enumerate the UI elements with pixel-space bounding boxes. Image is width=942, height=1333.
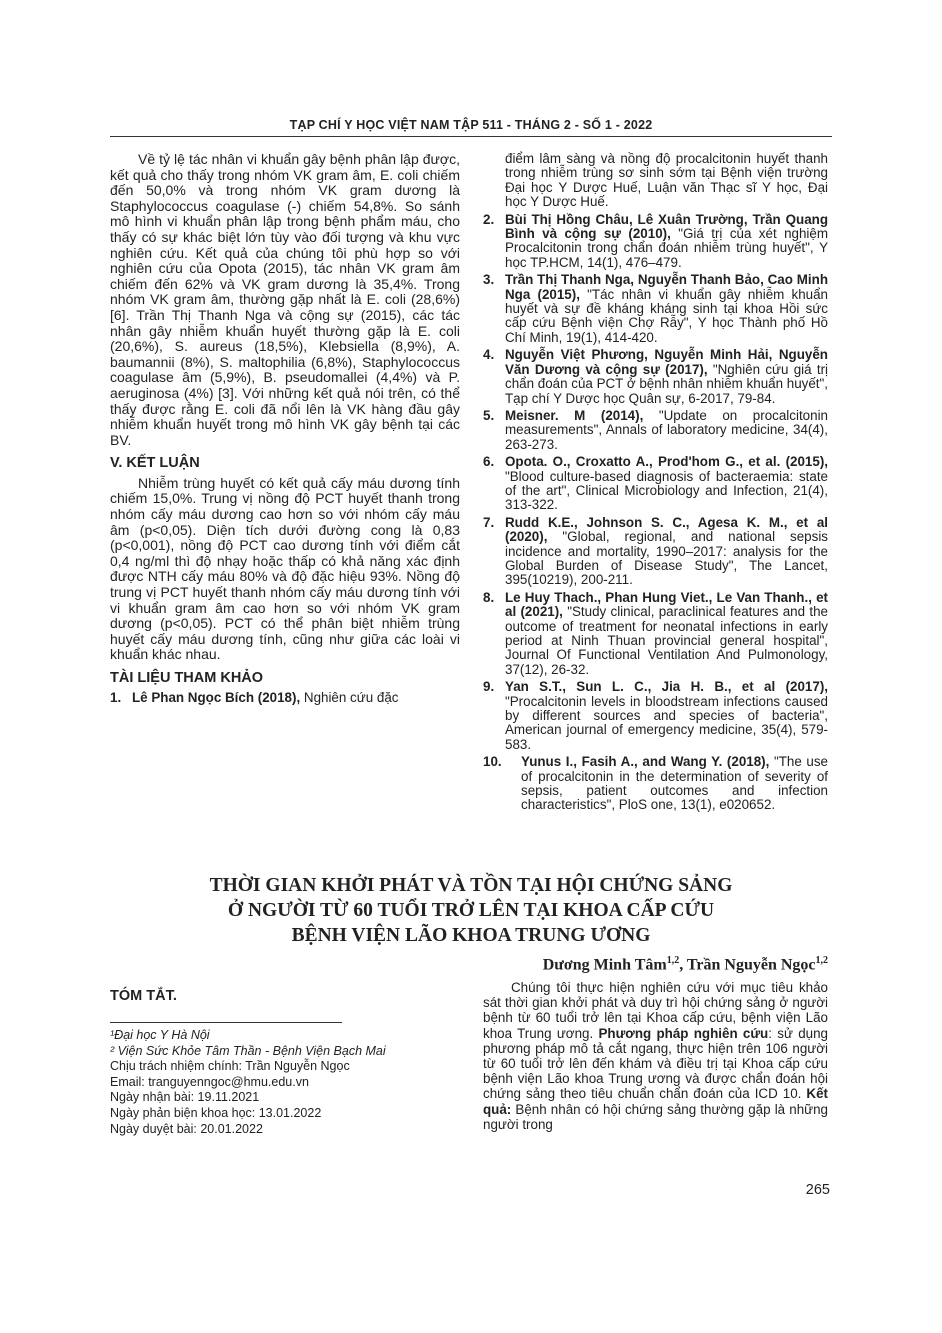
heading-references: TÀI LIỆU THAM KHẢO: [110, 670, 264, 686]
reference-item: [483, 680, 828, 752]
author-line: [483, 955, 828, 974]
email: Email: tranguyenngoc@hmu.edu.vn: [110, 1074, 309, 1089]
affiliation-1: ¹Đại học Y Hà Nội: [110, 1028, 210, 1042]
footnote-rule: [110, 1022, 342, 1023]
reference-item: [483, 591, 828, 677]
reference-text: "Nghiên cứu giá trị chẩn đoán của PCT ở bệnh nhân nhiễm khuẩn huyết", Tạp chí Y Dược học Quân sự, 6-2017, 79-84.: [505, 361, 829, 406]
reference-text: "Giá trị của xét nghiệm Procalcitonin trong chẩn đoán nhiễm trùng huyết", Y học TP.HCM, 14(1), 476–479.: [505, 226, 828, 270]
reference-continuation: [483, 152, 828, 210]
date-received: Ngày nhận bài: 19.11.2021: [110, 1090, 260, 1105]
footnotes: [110, 1028, 450, 1137]
journal-header: TẠP CHÍ Y HỌC VIỆT NAM TẬP 511 - THÁNG 2 - SỐ 1 - 2022: [289, 118, 653, 132]
reference-number: 5.: [483, 407, 495, 423]
reference-text: "Global, regional, and national sepsis incidence and mortality, 1990–2017: analysis for the Global Burden of Disease Study", The Lancet, 395(10219), 200-211.: [505, 529, 828, 588]
reference-number: 10.: [483, 754, 502, 770]
date-reviewed: Ngày phản biện khoa học: 13.01.2022: [110, 1105, 322, 1120]
reference-number: 6.: [483, 454, 495, 470]
reference-text: "The use of procalcitonin in the determination of severity of sepsis, patient outcomes and infection characteristics", PloS one, 13(1), e020652.: [521, 754, 829, 813]
reference-author: Rudd K.E., Johnson S. C., Agesa K. M., et al (2020),: [505, 514, 828, 545]
reference-list: [483, 213, 828, 813]
title-line: BỆNH VIỆN LÃO KHOA TRUNG ƯƠNG: [291, 925, 651, 946]
reference-author: Yunus I., Fasih A., and Wang Y. (2018),: [521, 754, 770, 770]
reference-item: [483, 755, 828, 813]
reference-text: "Tác nhân vi khuẩn gây nhiễm khuẩn huyết và sự đề kháng kháng sinh tại khoa Hồi sức cấp cứu Bệnh viện Chợ Rẫy", Y học Thành phố Hồ Chí Minh, 19(1), 414-420.: [505, 286, 828, 345]
reference-text: "Blood culture-based diagnosis of bacteraemia: state of the art", Clinical Microbiology and Infection, 21(4), 313-322.: [505, 468, 828, 513]
author-name: Dương Minh Tâm: [542, 956, 667, 974]
reference-item: [483, 409, 828, 452]
reference-text: "Procalcitonin levels in bloodstream infections caused by different sources and species of bacteria", American journal of emergency medicine, 35(4), 579-583.: [505, 693, 828, 752]
author-name: Trần Nguyễn Ngọc: [686, 956, 816, 974]
summary-heading: TÓM TẮT.: [110, 988, 177, 1004]
reference-author: Bùi Thị Hồng Châu, Lê Xuân Trường, Trần Quang Bình và cộng sự (2010),: [505, 211, 828, 242]
reference-text: Nghiên cứu đặc: [300, 689, 399, 705]
reference-number: 1.: [110, 689, 122, 705]
reference-number: 7.: [483, 514, 495, 530]
reference-item: [483, 273, 828, 345]
reference-number: 9.: [483, 679, 495, 695]
reference-item: [110, 691, 460, 705]
reference-number: 3.: [483, 272, 495, 288]
title-line: THỜI GIAN KHỞI PHÁT VÀ TỒN TẠI HỘI CHỨNG SẢNG: [209, 875, 733, 896]
author-separator: ,: [679, 956, 687, 974]
reference-number: 4.: [483, 347, 495, 363]
reference-item: [483, 455, 828, 513]
reference-item: [483, 213, 828, 271]
reference-text: "Update on procalcitonin measurements", Annals of laboratory medicine, 34(4), 263-273.: [505, 407, 828, 452]
reference-text: điểm lâm sàng và nồng độ procalcitonin huyết thanh trong nhiễm trùng sơ sinh sớm tại Bệnh viện trường Đại học Y Dược Huế, Luận văn Thạc sĩ Y học, Đại học Y Dược Huế.: [505, 151, 828, 210]
paragraph-conclusion: Nhiễm trùng huyết có kết quả cấy máu dương tính chiếm 15,0%. Trung vị nồng độ PCT huyết thanh trong nhóm cấy máu dương cao hơn so với nhóm cấy máu âm (p<0,05). Diện tích dưới đường cong là 0,83 (p<0,001), nồng độ PCT cao dương tính với điểm cắt 0,4 ng/ml thì độ nhạy hoặc thấp có khả năng xác định được NTH cấy máu 80% và độ đặc hiệu 93%. Nồng độ trung vị PCT huyết thanh nhóm cấy máu dương tính với vi khuẩn gram âm cao hơn so với nhóm VK gram dương (p<0,05). PCT có thể phân biệt nhiễm trùng huyết cấy máu dương tính, cũng như giữa các loài vi khuẩn khác nhau.: [110, 474, 460, 663]
left-column: [110, 152, 460, 708]
right-column: [483, 152, 828, 816]
reference-number: 8.: [483, 589, 495, 605]
abstract: Chúng tôi thực hiện nghiên cứu với mục tiêu khảo sát thời gian khởi phát và duy trì hội chứng sảng ở người bệnh từ 60 tuổi trở lên tại Khoa cấp cứu, bệnh viện Lão khoa Trung ương. Phương pháp nghiên cứu: sử dụng phương pháp mô tả cắt ngang, thực hiện trên 106 người từ 60 tuổi trở lên đến khám và điều trị tại Khoa cấp cứu bệnh viện Lão khoa Trung ương và được chẩn đoán hội chứng sảng theo tiêu chuẩn chẩn đoán của ICD 10. Kết quả: Bệnh nhân có hội chứng sảng thường gặp là những người trong: [483, 980, 828, 1132]
reference-item: [483, 516, 828, 588]
reference-author: Lê Phan Ngọc Bích (2018),: [132, 689, 301, 705]
reference-text: "Study clinical, paraclinical features and the outcome of treatment for neonatal infections in early period at Ninh Thuan provincial general hospital", Journal Of Functional Ventilation And Pulmonology, 37(12), 26-32.: [505, 604, 828, 677]
heading-conclusion: V. KẾT LUẬN: [110, 455, 200, 472]
reference-author: Le Huy Thach., Phan Hung Viet., Le Van Thanh., et al (2021),: [505, 589, 828, 620]
author-affiliation: 1,2: [666, 955, 680, 966]
reference-item: [483, 348, 828, 406]
reference-author: Opota. O., Croxatto A., Prod'hom G., et al. (2015),: [505, 454, 828, 470]
corresponding-author: Chịu trách nhiệm chính: Trần Nguyễn Ngọc: [110, 1059, 350, 1074]
page-number: 265: [805, 1182, 830, 1198]
author-affiliation: 1,2: [815, 955, 828, 966]
header-rule: [110, 136, 832, 137]
article-title: [110, 873, 832, 948]
affiliation-2: ² Viện Sức Khỏe Tâm Thần - Bệnh Viện Bạch Mai: [110, 1043, 386, 1058]
reference-author: Yan S.T., Sun L. C., Jia H. B., et al (2017),: [505, 679, 828, 695]
title-line: Ở NGƯỜI TỪ 60 TUỔI TRỞ LÊN TẠI KHOA CẤP CỨU: [227, 900, 715, 921]
reference-author: Meisner. M (2014),: [505, 407, 644, 423]
reference-author: Trần Thị Thanh Nga, Nguyễn Thanh Bảo, Cao Minh Nga (2015),: [505, 272, 828, 302]
reference-author: Nguyễn Việt Phương, Nguyễn Minh Hải, Nguyễn Văn Dương và cộng sự (2017),: [505, 347, 828, 377]
reference-number: 2.: [483, 211, 495, 227]
date-accepted: Ngày duyệt bài: 20.01.2022: [110, 1121, 263, 1136]
paragraph-bacteria: Về tỷ lệ tác nhân vi khuẩn gây bệnh phân lập được, kết quả cho thấy trong nhóm VK gram âm, E. coli chiếm đến 50,0% và trong nhóm VK gram dương là Staphylococcus coagulase (-) chiếm 54,8%. So sánh mô hình vi khuẩn phân lập trong bệnh phẩm máu, cho thấy có sự khác biệt lớn tùy vào đối tượng và khu vực nghiên cứu. Kết quả của chúng tôi phù hợp so với nghiên cứu của Opota (2015), tác nhân VK gram âm chiếm đến 62% và VK gram dương là 35,4%. Trong nhóm VK gram âm, thường gặp nhất là E. coli (28,6%) [6]. Trần Thị Thanh Nga và cộng sự (2015), các tác nhân gây nhiễm khuẩn huyết thường gặp là E. coli (20,6%), S. aureus (18,5%), Klebsiella (8,9%), A. baumannii (8%), S. maltophilia (6,8%), Staphylococcus coagulase âm (5,9%), B. pseudomallei (4,4%) và P. aeruginosa (4%) [3]. Với những kết quả nói trên, có thể thấy được rằng E. coli đã nổi lên là VK hàng đầu gây nhiễm khuẩn huyết trong mô hình VK gây bệnh tại các BV.: [110, 151, 460, 448]
